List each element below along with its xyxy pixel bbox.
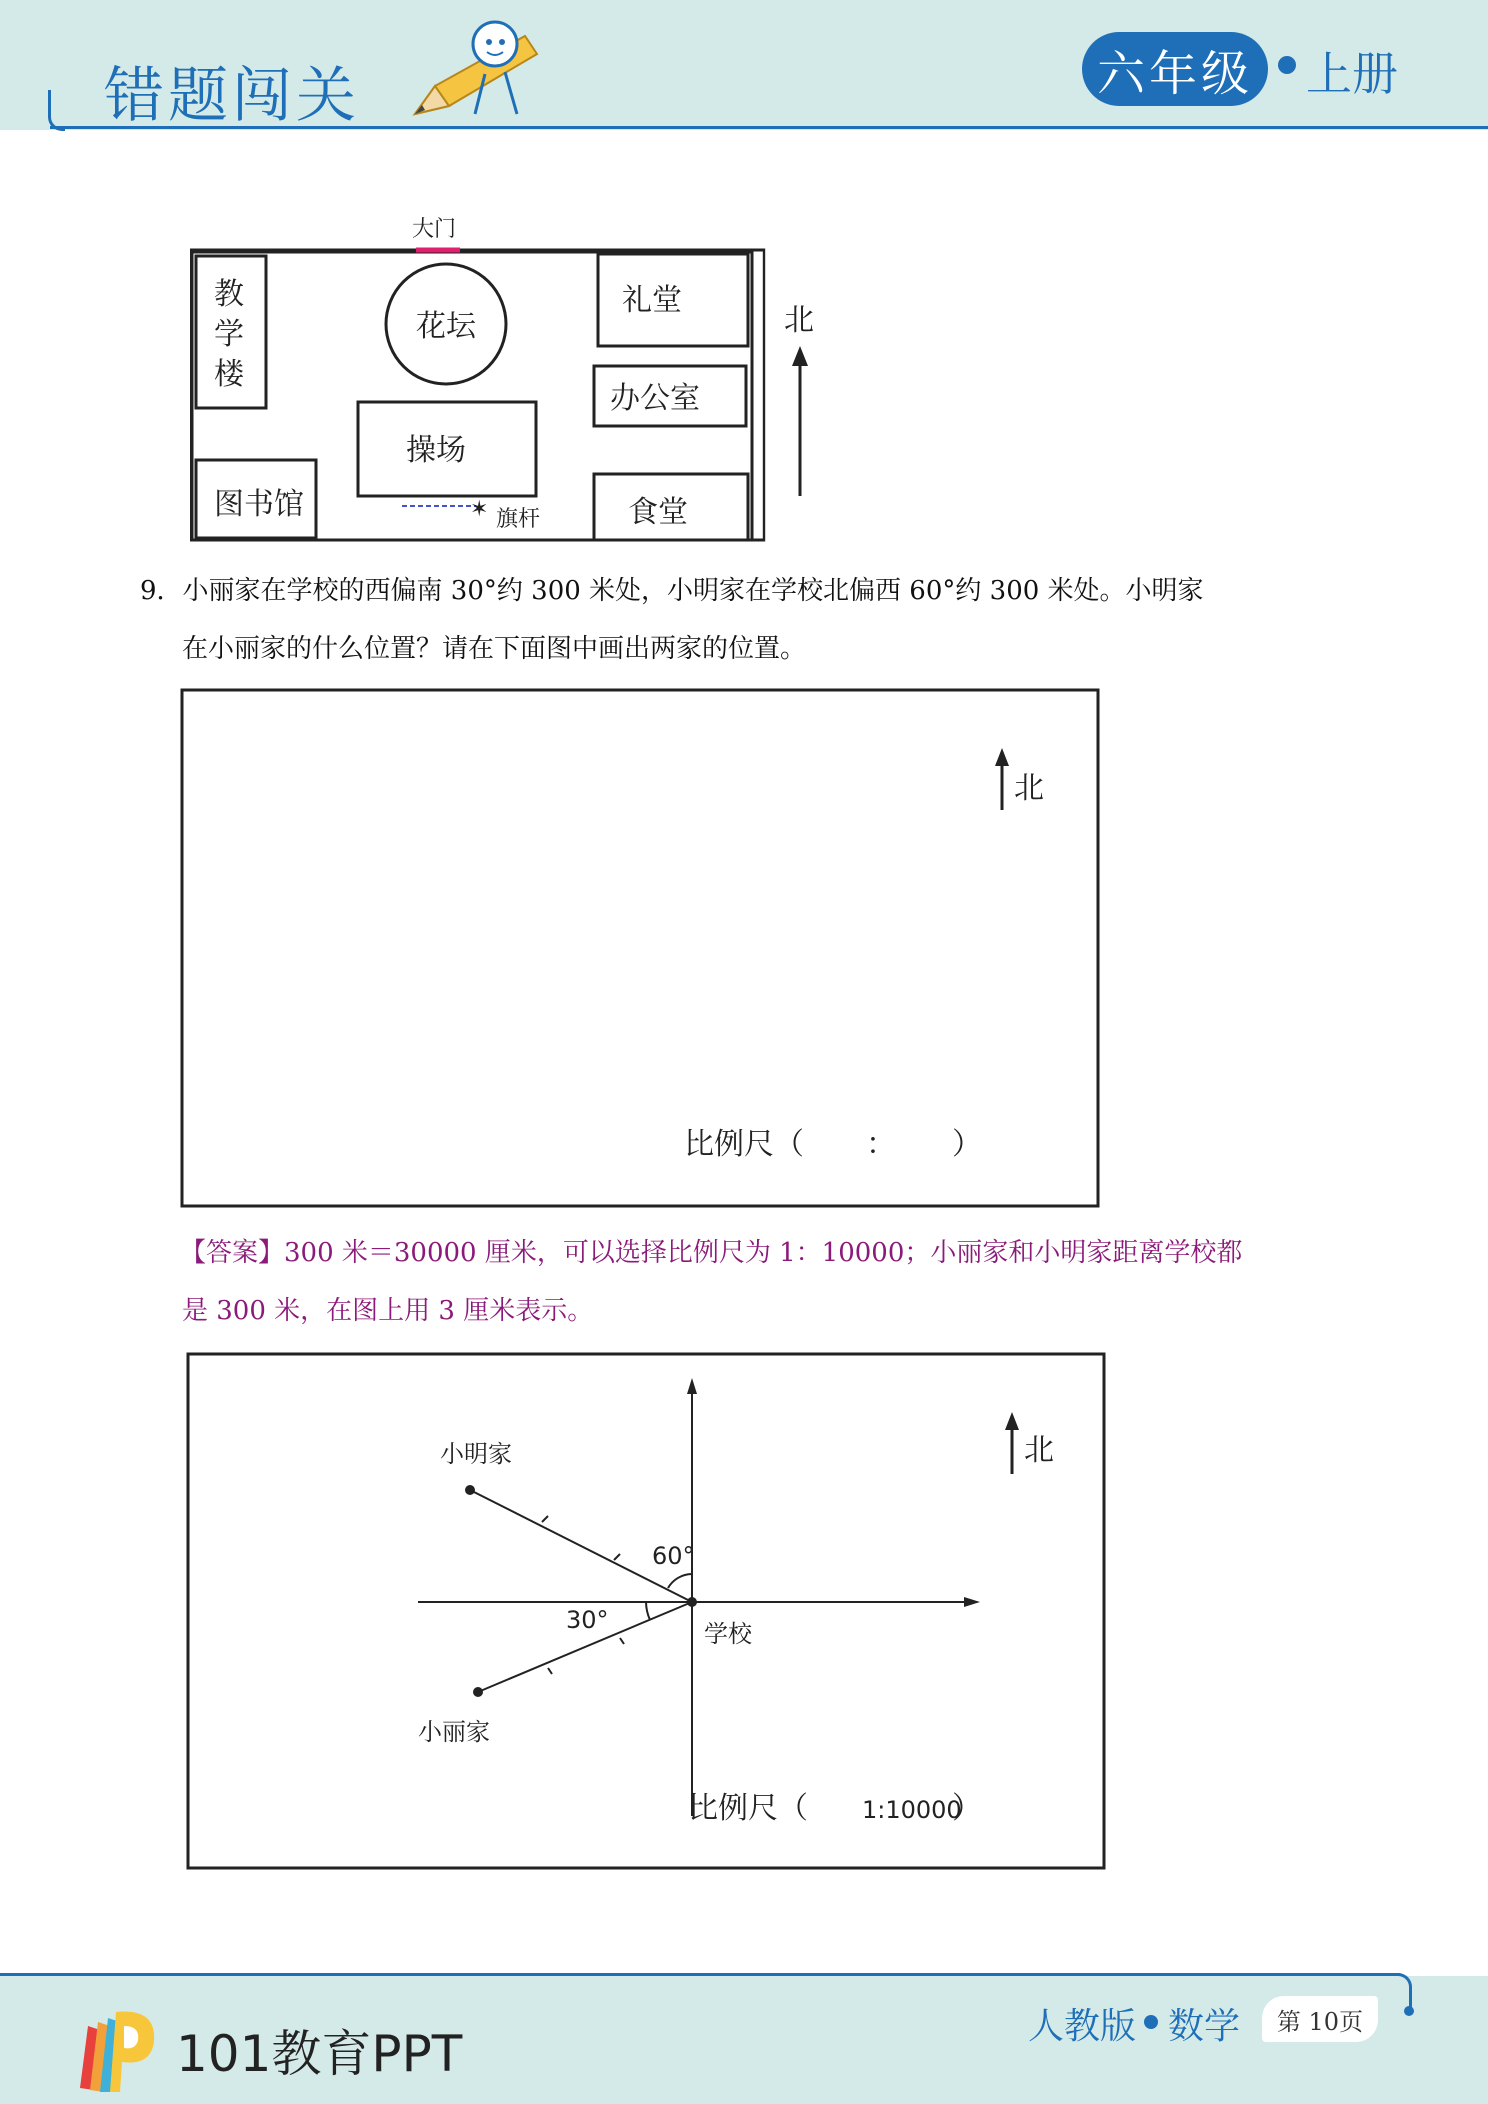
answer-north-arrow-icon	[1005, 1412, 1019, 1430]
office-label: 办公室	[610, 381, 700, 416]
xiaoming-point	[465, 1485, 475, 1495]
blank-scale-label: 比例尺（	[684, 1127, 804, 1162]
answer-scale-label: 比例尺（	[688, 1791, 808, 1826]
school-map	[180, 200, 840, 550]
gate-label: 大门	[412, 217, 457, 242]
flagpole-star-icon: ✶	[470, 497, 489, 522]
east-axis-arrow-icon	[964, 1597, 980, 1607]
blank-answer-diagram	[180, 688, 1100, 1208]
north-axis-arrow-icon	[687, 1378, 697, 1394]
question-9	[140, 562, 1360, 678]
page-number: 第 10页	[1262, 1996, 1378, 2042]
header-title: 错题闯关	[104, 61, 360, 131]
blank-north-arrow-icon	[995, 748, 1009, 766]
header-hook-decoration	[48, 90, 65, 131]
teaching-building-char-3: 楼	[214, 357, 244, 392]
north-label: 北	[784, 303, 814, 338]
grade-badge: 六年级	[1082, 32, 1268, 106]
angle-30-label: 30°	[566, 1606, 609, 1634]
question-line-2: 在小丽家的什么位置？请在下面图中画出两家的位置。	[182, 634, 807, 664]
north-arrow-icon	[792, 346, 808, 366]
subject-label: 数学	[1168, 2006, 1241, 2047]
blank-scale-close: ）	[952, 1127, 982, 1162]
playground-label: 操场	[406, 433, 466, 468]
blank-scale-colon: ：	[866, 1127, 896, 1162]
flower-bed-label: 花坛	[416, 309, 476, 344]
pencil-mascot-icon	[405, 14, 545, 124]
xiaoming-label: 小明家	[440, 1440, 512, 1468]
xiaoli-tick-1	[548, 1668, 552, 1674]
auditorium-label: 礼堂	[622, 283, 682, 318]
canteen-label: 食堂	[628, 495, 688, 530]
grade-dot	[1278, 56, 1296, 74]
angle-60-arc	[668, 1574, 692, 1588]
xiaoli-label: 小丽家	[418, 1718, 490, 1746]
xiaoming-tick-1	[542, 1516, 548, 1522]
answer-line-2: 是 300 米，在图上用 3 厘米表示。	[182, 1296, 594, 1326]
question-line-1: 9．小丽家在学校的西偏南 30°约 300 米处，小明家在学校北偏西 60°约 300 米处。小明家	[140, 576, 1204, 606]
answer-scale-close: ）	[952, 1791, 982, 1826]
answer-north-label: 北	[1024, 1433, 1054, 1468]
footer-dot	[1404, 2006, 1414, 2016]
angle-60-label: 60°	[652, 1542, 695, 1570]
angle-30-arc	[646, 1602, 650, 1620]
school-label: 学校	[704, 1620, 752, 1648]
volume-label: 上册	[1306, 47, 1398, 101]
blank-north-label: 北	[1014, 771, 1044, 806]
teaching-building-char-2: 学	[214, 317, 244, 352]
flagpole-label: 旗杆	[496, 507, 541, 532]
edition-dot	[1144, 2015, 1158, 2029]
answer-scale-value: 1:10000	[862, 1796, 962, 1824]
answer-diagram	[186, 1352, 1106, 1870]
xiaoli-tick-2	[620, 1638, 624, 1644]
edition-label: 人教版	[1028, 2006, 1137, 2047]
xiaoming-tick-2	[614, 1554, 620, 1560]
answer-line-1: 【答案】300 米＝30000 厘米，可以选择比例尺为 1：10000；小丽家和小明家距离学校都	[180, 1238, 1243, 1268]
library-label: 图书馆	[214, 487, 304, 522]
brand-p-logo-icon	[66, 2000, 162, 2096]
brand-logo-text: 101教育PPT	[176, 2025, 463, 2083]
answer-text	[182, 1224, 1362, 1340]
footer-rule	[0, 1973, 1400, 1976]
xiaoli-point	[473, 1687, 483, 1697]
teaching-building-char-1: 教	[214, 277, 244, 312]
